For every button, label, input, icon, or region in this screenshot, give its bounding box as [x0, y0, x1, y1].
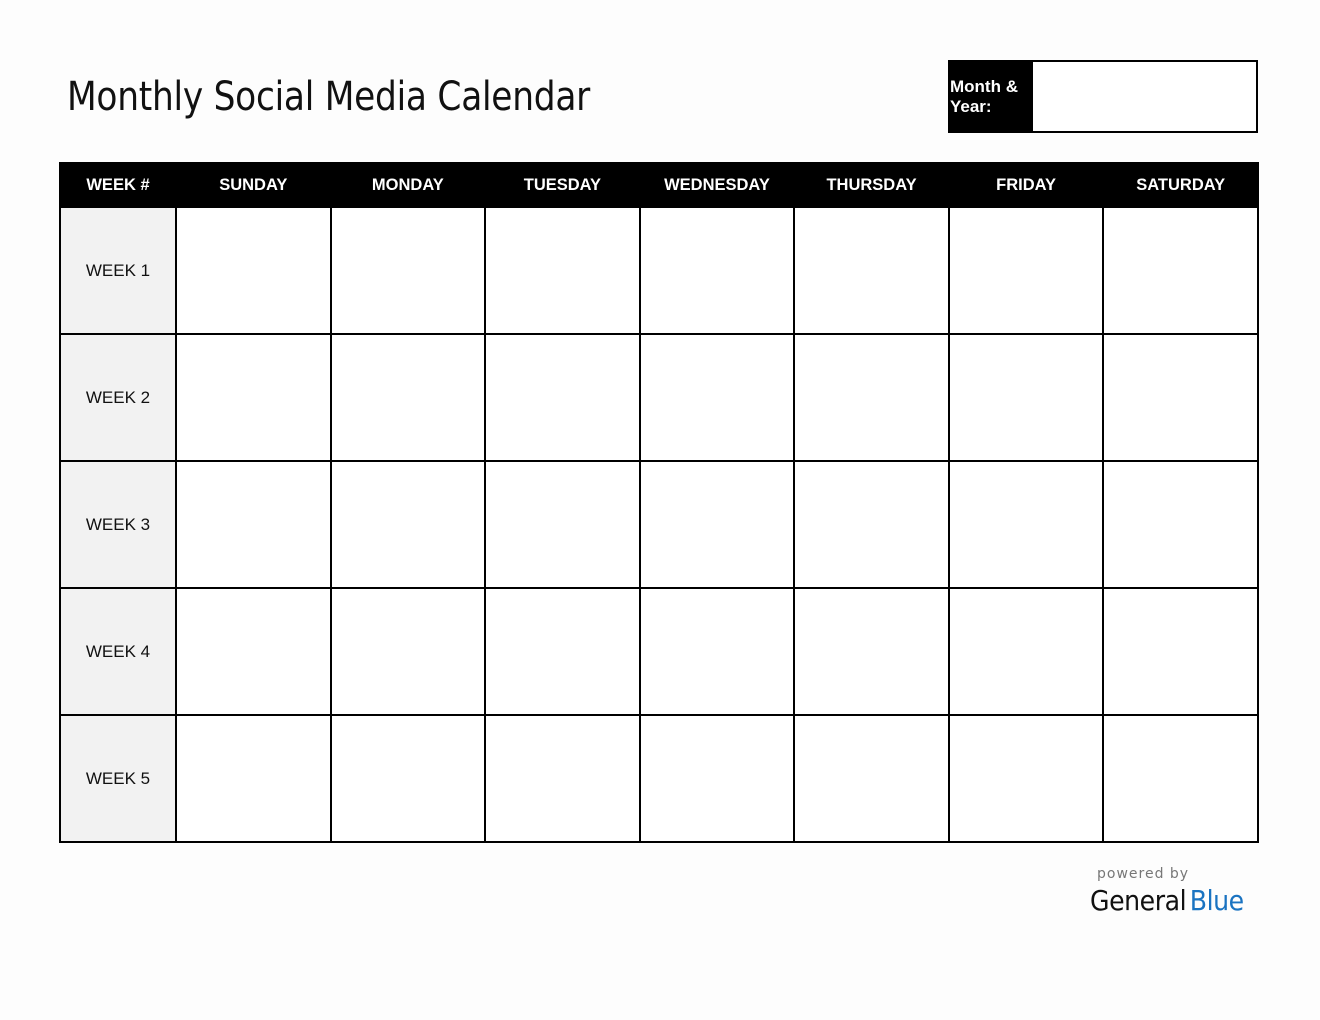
header-row: [60, 163, 1258, 207]
day-cell[interactable]: [949, 334, 1104, 461]
col-header-wednesday: WEDNESDAY: [640, 163, 795, 207]
day-cell[interactable]: [1103, 715, 1258, 842]
day-cell[interactable]: [1103, 461, 1258, 588]
day-cell[interactable]: [640, 461, 795, 588]
day-cell[interactable]: [331, 334, 486, 461]
col-header-sunday: SUNDAY: [176, 163, 331, 207]
day-cell[interactable]: [1103, 334, 1258, 461]
day-cell[interactable]: [640, 715, 795, 842]
table-row: [60, 207, 1258, 334]
col-header-thursday: THURSDAY: [794, 163, 949, 207]
month-year-label: Month & Year:: [950, 62, 1033, 131]
generalblue-logo[interactable]: [1090, 884, 1244, 917]
week-label: WEEK 3: [60, 461, 176, 588]
table-row: [60, 588, 1258, 715]
day-cell[interactable]: [485, 588, 640, 715]
col-header-week: WEEK #: [60, 163, 176, 207]
day-cell[interactable]: [794, 207, 949, 334]
day-cell[interactable]: [176, 334, 331, 461]
brand-general: General: [1090, 884, 1187, 917]
day-cell[interactable]: [640, 334, 795, 461]
day-cell[interactable]: [794, 715, 949, 842]
week-label: WEEK 1: [60, 207, 176, 334]
day-cell[interactable]: [176, 588, 331, 715]
day-cell[interactable]: [949, 715, 1104, 842]
day-cell[interactable]: [331, 588, 486, 715]
day-cell[interactable]: [485, 715, 640, 842]
day-cell[interactable]: [331, 207, 486, 334]
day-cell[interactable]: [794, 588, 949, 715]
page-title: Monthly Social Media Calendar: [67, 74, 591, 120]
table-row: [60, 334, 1258, 461]
col-header-monday: MONDAY: [331, 163, 486, 207]
day-cell[interactable]: [949, 207, 1104, 334]
week-label: WEEK 4: [60, 588, 176, 715]
month-year-box: [948, 60, 1258, 133]
week-label: WEEK 2: [60, 334, 176, 461]
day-cell[interactable]: [331, 461, 486, 588]
day-cell[interactable]: [949, 461, 1104, 588]
day-cell[interactable]: [176, 207, 331, 334]
calendar-table: [59, 162, 1259, 843]
day-cell[interactable]: [485, 461, 640, 588]
day-cell[interactable]: [640, 207, 795, 334]
day-cell[interactable]: [794, 461, 949, 588]
month-year-input[interactable]: [1033, 62, 1256, 131]
day-cell[interactable]: [1103, 588, 1258, 715]
col-header-saturday: SATURDAY: [1103, 163, 1258, 207]
table-row: [60, 715, 1258, 842]
day-cell[interactable]: [176, 715, 331, 842]
day-cell[interactable]: [949, 588, 1104, 715]
brand-blue: Blue: [1189, 884, 1244, 917]
powered-by-text: powered by: [1097, 866, 1190, 882]
day-cell[interactable]: [176, 461, 331, 588]
day-cell[interactable]: [1103, 207, 1258, 334]
day-cell[interactable]: [331, 715, 486, 842]
week-label: WEEK 5: [60, 715, 176, 842]
table-row: [60, 461, 1258, 588]
col-header-tuesday: TUESDAY: [485, 163, 640, 207]
day-cell[interactable]: [485, 207, 640, 334]
day-cell[interactable]: [485, 334, 640, 461]
col-header-friday: FRIDAY: [949, 163, 1104, 207]
day-cell[interactable]: [794, 334, 949, 461]
day-cell[interactable]: [640, 588, 795, 715]
